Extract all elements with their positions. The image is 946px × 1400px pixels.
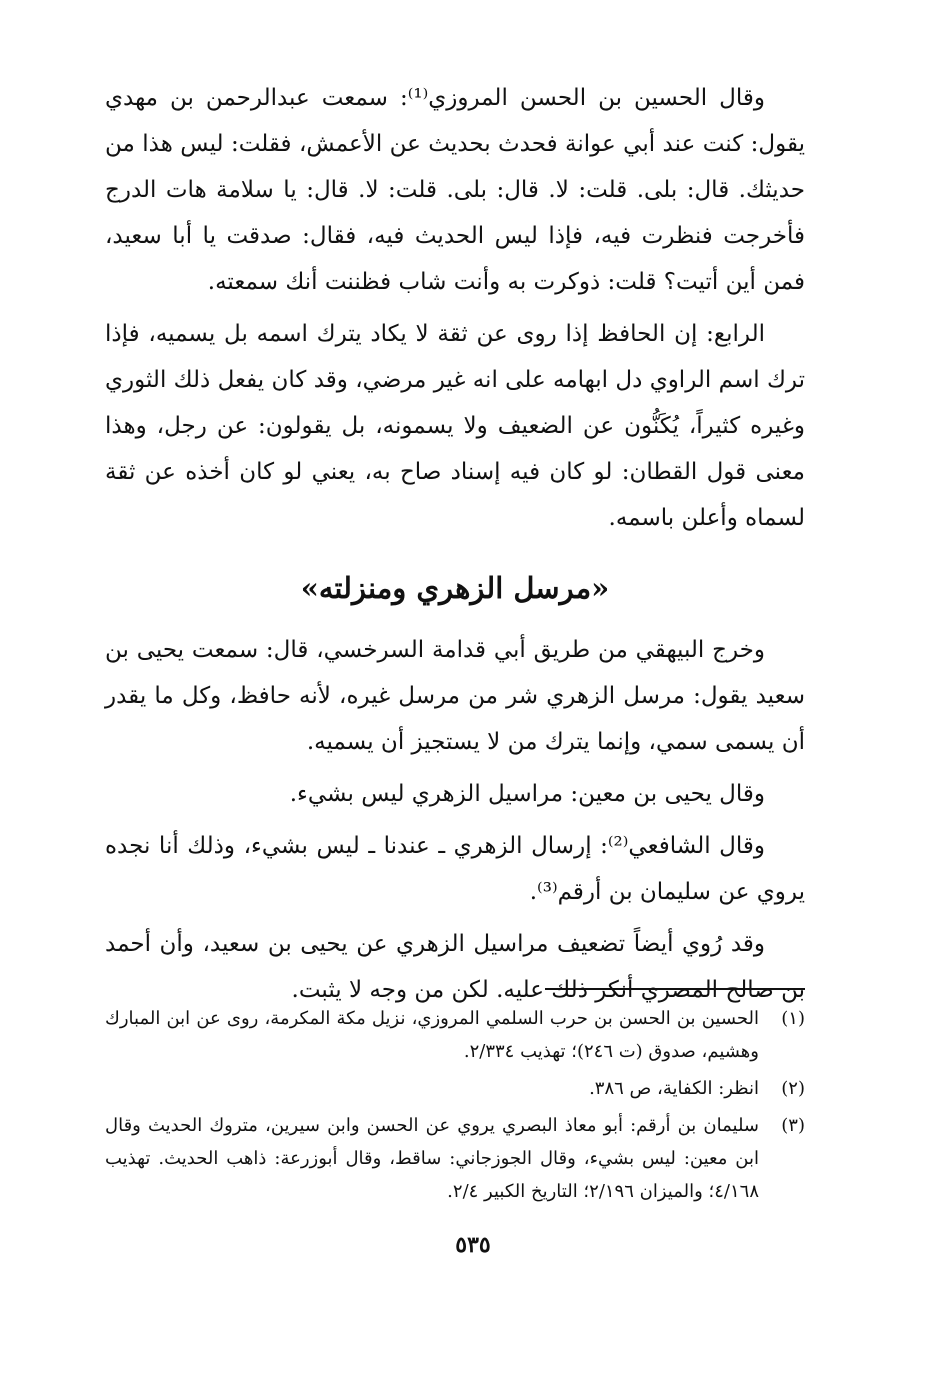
footnote-number: (٣)	[781, 1115, 805, 1136]
paragraph-1: وقال الحسين بن الحسن المروزي⁽¹⁾: سمعت عبدالرحمن بن مهدي يقول: كنت عند أبي عوانة فحدث بحديث عن الأعمش، فقلت: ليس هذا من حديثك. قال: بلى. قلت: لا. قال: بلى. قلت: لا. قال: يا سلامة هات الدرج فأخرجت فنظرت فيه، فإذا ليس الحديث فيه، فقال: صدقت يا أبا سعيد، فمن أين أتيت؟ قلت: ذوكرت به وأنت شاب فظننت أنك سمعته.	[105, 85, 805, 295]
section-heading: «مرسل الزهري ومنزلته»	[300, 571, 610, 605]
page-number: ٥٣٥	[455, 1232, 491, 1258]
paragraph-4: وقال يحيى بن معين: مراسيل الزهري ليس بشيء.	[289, 781, 765, 807]
paragraph-5: وقال الشافعي⁽²⁾: إرسال الزهري ـ عندنا ـ ليس بشيء، وذلك أنا نجده يروي عن سليمان بن أرقم⁽³⁾.	[105, 833, 805, 905]
footnote-text: الحسين بن الحسن بن حرب السلمي المروزي، نزيل مكة المكرمة، روى عن ابن المبارك وهشيم، صدوق (ت ٢٤٦)؛ تهذيب ٢/٣٣٤.	[105, 1008, 759, 1062]
footnote-text: سليمان بن أرقم: أبو معاذ البصري يروي عن الحسن وابن سيرين، متروك الحديث وقال ابن معين: ليس بشيء، وقال الجوزجاني: ساقط، وقال أبوزرعة: ذاهب الحديث. تهذيب ٤/١٦٨؛ والميزان ٢/١٩٦؛ التاريخ الكبير ٢/٤.	[105, 1115, 759, 1202]
footnote-3	[105, 1109, 805, 1208]
footnote-number: (١)	[781, 1008, 805, 1029]
main-text	[105, 75, 805, 1019]
footnote-number: (٢)	[781, 1078, 805, 1099]
footnotes	[105, 1002, 805, 1212]
paragraph-3: وخرج البيهقي من طريق أبي قدامة السرخسي، قال: سمعت يحيى بن سعيد يقول: مرسل الزهري شر من مرسل غيره، لأنه حافظ، وكل ما يقدر أن يسمى سمي، وإنما يترك من لا يستجيز أن يسميه.	[105, 637, 805, 755]
footnote-divider	[545, 988, 805, 990]
footnote-text: انظر: الكفاية، ص ٣٨٦.	[589, 1078, 759, 1099]
footnote-1	[105, 1002, 805, 1068]
paragraph-6: وقد رُوي أيضاً تضعيف مراسيل الزهري عن يحيى بن سعيد، وأن أحمد بن صالح المصري أنكر ذلك عليه. لكن من وجه لا يثبت.	[105, 931, 805, 1003]
footnote-2	[105, 1072, 805, 1105]
paragraph-2: الرابع: إن الحافظ إذا روى عن ثقة لا يكاد يترك اسمه بل يسميه، فإذا ترك اسم الراوي دل ابهامه على انه غير مرضي، وقد كان يفعل ذلك الثوري وغيره كثيراً، يُكَنُّون عن الضعيف ولا يسمونه، بل يقولون: عن رجل، وهذا معنى قول القطان: لو كان فيه إسناد صاح به، يعني لو كان أخذه عن ثقة لسماه وأعلن باسمه.	[105, 321, 805, 531]
